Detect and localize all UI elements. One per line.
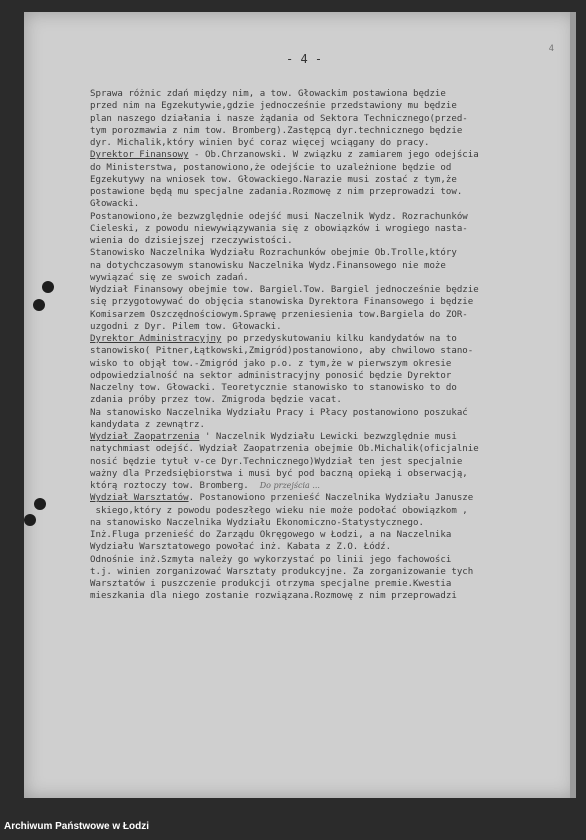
line-text: Sprawa różnic zdań między nim, a tow. Głowackim postawiona będzie — [90, 89, 446, 99]
line-text: postawione będą mu specjalne zadania.Rozmowę z nim przeprowadzi tow. — [90, 187, 463, 197]
line-text: Na stanowisko Naczelnika Wydziału Pracy i Płacy postanowiono poszukać — [90, 407, 468, 418]
line-text: kandydata z zewnątrz. — [90, 419, 205, 430]
line-text: - Ob.Chrzanowski. W związku z zamiarem jego odejścia — [188, 150, 479, 161]
line-text: na dotychczasowym stanowisku Naczelnika Wydz.Finansowego nie może — [90, 260, 446, 271]
line-text: ' Naczelnik Wydziału Lewicki bezwzględnie musi — [199, 432, 457, 442]
text-line — [90, 247, 568, 259]
line-text: Warsztatów i puszczenie produkcji otrzyma specjalne premie.Kwestia — [90, 579, 452, 589]
line-text: Odnośnie inż.Szmyta należy go wykorzystać po linii jego fachowości — [90, 554, 452, 565]
text-line — [90, 125, 568, 137]
line-text: zdania próby przez tow. Zmigroda będzie vacat. — [90, 395, 342, 406]
page-number: - 4 - — [286, 52, 323, 66]
line-text: którą roztoczy tow. Bromberg. — [90, 481, 249, 491]
handwritten-note: Do przejścia ... — [259, 481, 320, 490]
section-heading: Wydział Warsztatów — [90, 493, 189, 504]
text-line — [90, 174, 568, 186]
text-line — [90, 517, 568, 529]
text-line — [90, 149, 568, 161]
line-text: Cieleski, z powodu niewywiązywania się z obowiązków i wrogiego nasta- — [90, 223, 468, 234]
line-text: Głowacki. — [90, 199, 140, 210]
punch-hole — [42, 281, 54, 293]
line-text: do Ministerstwa, postanowiono,że odejście to uzależnione będzie od — [90, 162, 452, 173]
text-line — [90, 223, 568, 235]
text-line — [90, 480, 568, 492]
text-line — [90, 554, 568, 566]
line-text: nosić będzie tytuł v-ce Dyr.Technicznego)Wydział ten jest specjalnie — [90, 456, 463, 467]
text-line — [90, 456, 568, 468]
document-text — [90, 88, 568, 603]
line-text: po przedyskutowaniu kilku kandydatów na to — [221, 334, 457, 344]
text-line — [90, 382, 568, 394]
text-line — [90, 370, 568, 382]
text-line — [90, 468, 568, 480]
page-edge — [570, 12, 576, 798]
line-text: Komisarzem Oszczędnościowym.Sprawę przeniesienia tow.Bargiela do ZOR- — [90, 309, 468, 320]
text-line — [90, 88, 568, 100]
line-text: Inż.Fluga przenieść do Zarządu Okręgowego w Łodzi, a na Naczelnika — [90, 530, 452, 540]
line-text: uzgodni z Dyr. Pilem tow. Głowacki. — [90, 321, 282, 332]
line-text: Naczelny tow. Głowacki. Teoretycznie stanowisko to stanowisko to do — [90, 383, 457, 393]
corner-mark: 4 — [548, 44, 554, 54]
line-text: plan naszego działania i nasze żądania od Sektora Technicznego(przed- — [90, 113, 468, 124]
line-text: przed nim na Egzekutywie,gdzie jednocześnie przedstawiony mu będzie — [90, 101, 457, 112]
text-line — [90, 211, 568, 223]
line-text: . Postanowiono przenieść Naczelnika Wydziału Janusze — [188, 493, 474, 504]
text-line — [90, 162, 568, 174]
text-line — [90, 321, 568, 333]
section-heading: Dyrektor Finansowy — [90, 150, 189, 161]
text-line — [90, 309, 568, 321]
archive-label: Archiwum Państwowe w Łodzi — [4, 821, 150, 832]
text-line — [90, 407, 568, 419]
punch-hole — [34, 498, 46, 510]
text-line — [90, 358, 568, 370]
text-line — [90, 529, 568, 541]
line-text: skiego,który z powodu podeszłego wieku nie może podołać obowiązkom , — [90, 505, 468, 516]
text-line — [90, 113, 568, 125]
line-text: t.j. winien zorganizować Warsztaty produkcyjne. Za zorganizowanie tych — [90, 566, 474, 577]
line-text: Egzekutywy na wniosek tow. Głowackiego.Narazie musi zostać z tym,że — [90, 174, 457, 185]
line-text: się przygotowywać do objęcia stanowiska Dyrektora Finansowego i będzie — [90, 297, 474, 308]
line-text: stanowisko( Pitner,Łątkowski,Zmigród)postanowiono, aby chwilowo stano- — [90, 346, 474, 357]
text-line — [90, 186, 568, 198]
line-text: odpowiedzialność na sektor administracyjny ponosić będzie Dyrektor — [90, 370, 452, 381]
line-text: wisko to objął tow.-Zmigród jako p.o. z tym,że w pierwszym okresie — [90, 358, 452, 369]
text-line — [90, 272, 568, 284]
text-line — [90, 333, 568, 345]
text-line — [90, 431, 568, 443]
document-page — [24, 12, 576, 798]
text-line — [90, 541, 568, 553]
section-heading: Wydział Zaopatrzenia — [90, 432, 200, 442]
line-text: Wydział Finansowy obejmie tow. Bargiel.Tow. Bargiel jednocześnie będzie — [90, 285, 479, 295]
line-text: wywiązać się ze swoich zadań. — [90, 272, 249, 283]
line-text: dyr. Michalik,który winien być coraz więcej wciągany do pracy. — [90, 138, 430, 148]
text-line — [90, 137, 568, 149]
line-text: na stanowisko Naczelnika Wydziału Ekonomiczno-Statystycznego. — [90, 517, 424, 528]
text-line — [90, 590, 568, 602]
line-text: Wydziału Warsztatowego powołać inż. Kabata z Z.O. Łódź. — [90, 542, 392, 553]
text-line — [90, 235, 568, 247]
text-line — [90, 492, 568, 504]
text-line — [90, 296, 568, 308]
punch-hole — [24, 514, 36, 526]
line-text: wienia do dzisiejszej rzeczywistości. — [90, 236, 293, 246]
line-text: tym porozmawia z nim tow. Bromberg).Zastępcą dyr.technicznego będzie — [90, 125, 463, 136]
text-line — [90, 394, 568, 406]
text-line — [90, 345, 568, 357]
text-line — [90, 566, 568, 578]
line-text: ważny dla Przedsiębiorstwa i musi być pod baczną opieką i obserwacją, — [90, 468, 468, 479]
text-line — [90, 100, 568, 112]
text-line — [90, 260, 568, 272]
punch-hole — [33, 299, 45, 311]
line-text: mieszkania dla niego zostanie rozwiązana.Rozmowę z nim przeprowadzi — [90, 591, 457, 602]
section-heading: Dyrektor Administracyjny — [90, 334, 222, 344]
text-line — [90, 198, 568, 210]
text-line — [90, 505, 568, 517]
text-line — [90, 443, 568, 455]
text-line — [90, 284, 568, 296]
line-text: Stanowisko Naczelnika Wydziału Rozrachunków obejmie Ob.Trolle,który — [90, 248, 457, 259]
line-text: natychmiast odejść. Wydział Zaopatrzenia obejmie Ob.Michalik(oficjalnie — [90, 444, 479, 455]
text-line — [90, 578, 568, 590]
line-text: Postanowiono,że bezwzględnie odejść musi Naczelnik Wydz. Rozrachunków — [90, 211, 468, 222]
text-line — [90, 419, 568, 431]
